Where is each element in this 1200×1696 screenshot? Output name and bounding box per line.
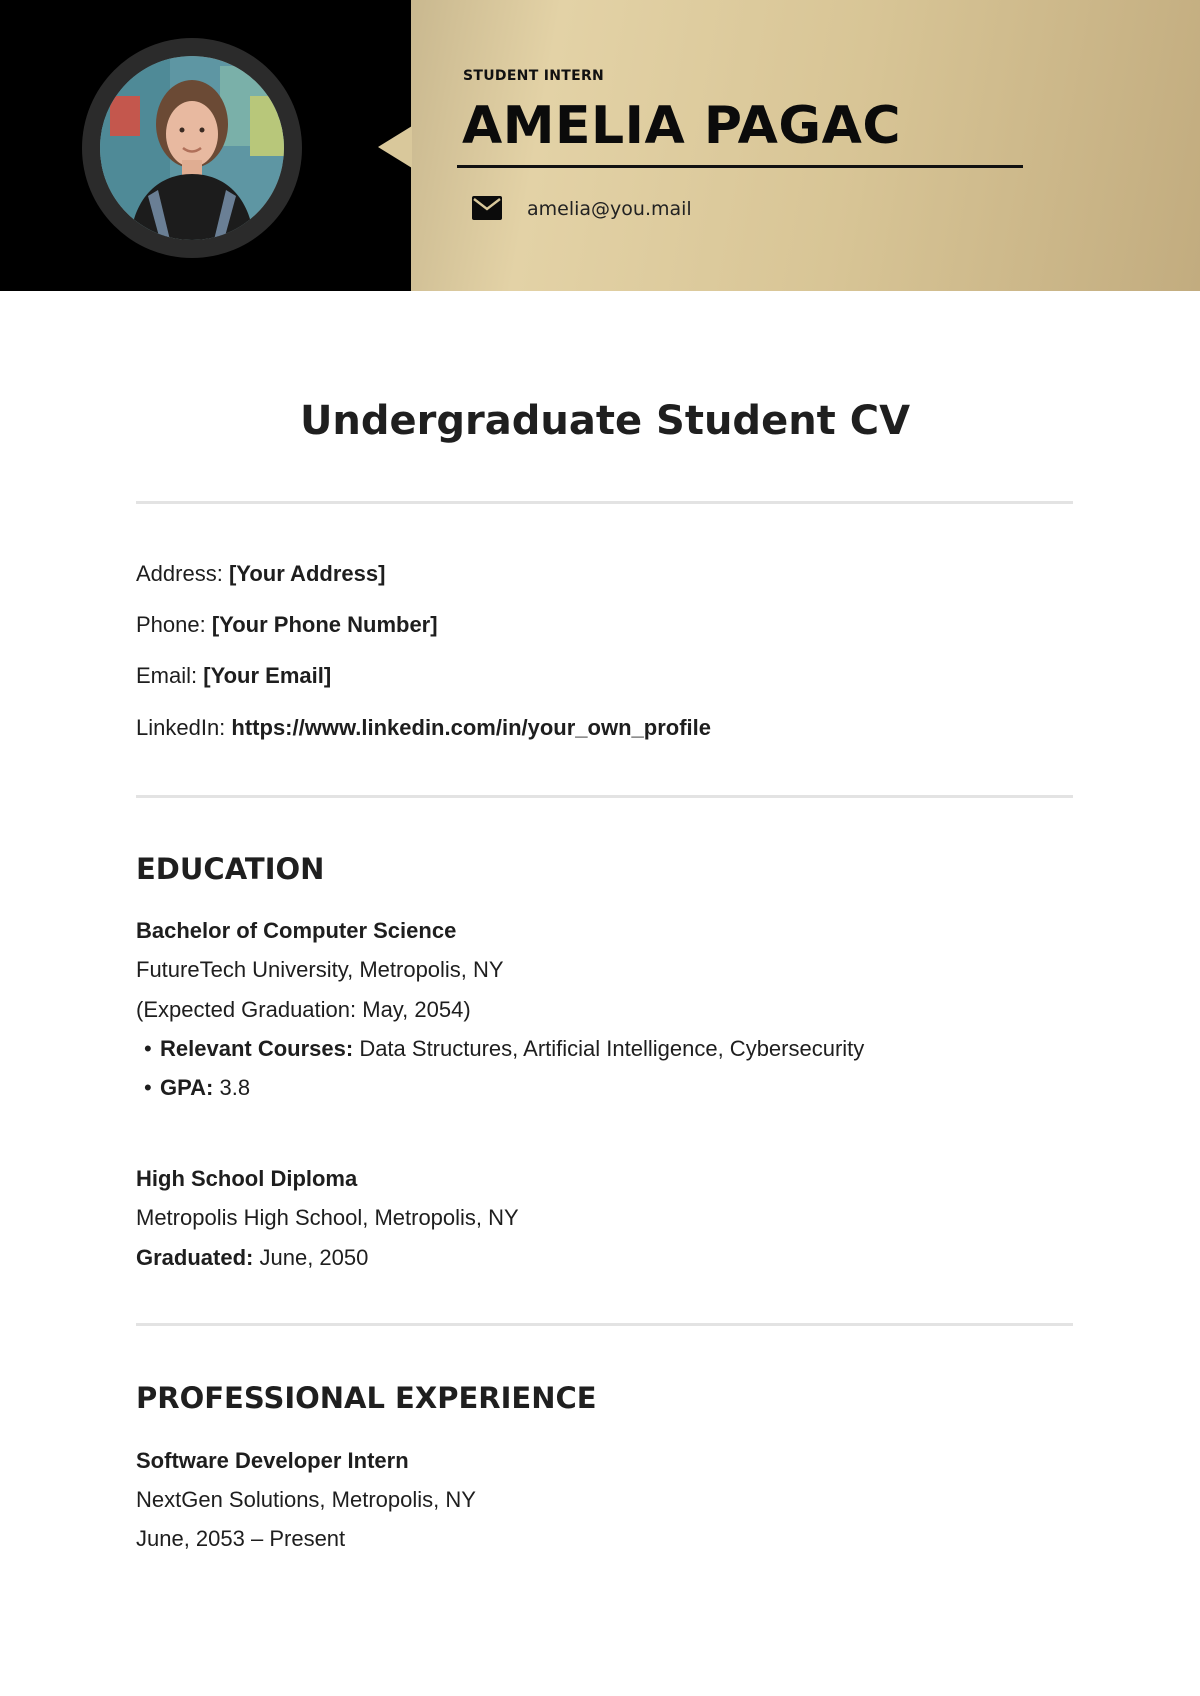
diploma-title: High School Diploma bbox=[136, 1166, 358, 1191]
graduated-value: June, 2050 bbox=[259, 1245, 369, 1270]
bullet-dot: • bbox=[144, 1036, 152, 1061]
contact-phone bbox=[136, 612, 438, 638]
header-email[interactable]: amelia@you.mail bbox=[527, 198, 692, 220]
header-pointer bbox=[378, 126, 412, 168]
page-title: Undergraduate Student CV bbox=[299, 398, 911, 444]
email-label: Email: bbox=[136, 663, 198, 688]
education-heading: EDUCATION bbox=[136, 852, 325, 886]
job-role: STUDENT INTERN bbox=[463, 68, 605, 84]
job-company: NextGen Solutions, Metropolis, NY bbox=[136, 1487, 476, 1512]
divider bbox=[136, 501, 1073, 504]
address-value: [Your Address] bbox=[228, 561, 386, 586]
degree-title: Bachelor of Computer Science bbox=[136, 918, 457, 943]
header-banner bbox=[0, 0, 1200, 291]
gpa-value: 3.8 bbox=[219, 1075, 251, 1100]
gpa-bullet bbox=[144, 1075, 250, 1101]
linkedin-label: LinkedIn: bbox=[136, 715, 226, 740]
name-underline bbox=[457, 165, 1023, 168]
candidate-name: AMELIA PAGAC bbox=[462, 96, 902, 156]
experience-heading: PROFESSIONAL EXPERIENCE bbox=[136, 1381, 597, 1415]
email-value: [Your Email] bbox=[203, 663, 332, 688]
bullet-dot: • bbox=[144, 1075, 152, 1100]
envelope-icon bbox=[472, 196, 502, 220]
phone-label: Phone: bbox=[136, 612, 206, 637]
profile-photo bbox=[100, 56, 284, 240]
phone-value: [Your Phone Number] bbox=[211, 612, 438, 637]
courses-bullet bbox=[144, 1036, 864, 1062]
courses-value: Data Structures, Artificial Intelligence, Cybersecurity bbox=[359, 1036, 865, 1061]
divider bbox=[136, 1323, 1073, 1326]
gpa-label: GPA: bbox=[160, 1075, 214, 1100]
address-label: Address: bbox=[136, 561, 223, 586]
graduated-label: Graduated: bbox=[136, 1245, 254, 1270]
linkedin-link[interactable]: https://www.linkedin.com/in/your_own_profile bbox=[231, 715, 711, 740]
contact-email bbox=[136, 663, 331, 689]
job-title: Software Developer Intern bbox=[136, 1448, 409, 1473]
contact-address bbox=[136, 561, 385, 587]
contact-linkedin bbox=[136, 715, 711, 741]
degree-expected: (Expected Graduation: May, 2054) bbox=[136, 997, 471, 1022]
diploma-graduated bbox=[136, 1245, 368, 1271]
courses-label: Relevant Courses: bbox=[160, 1036, 354, 1061]
degree-school: FutureTech University, Metropolis, NY bbox=[136, 957, 504, 982]
job-dates: June, 2053 – Present bbox=[136, 1526, 346, 1551]
divider bbox=[136, 795, 1073, 798]
diploma-school: Metropolis High School, Metropolis, NY bbox=[136, 1205, 519, 1230]
